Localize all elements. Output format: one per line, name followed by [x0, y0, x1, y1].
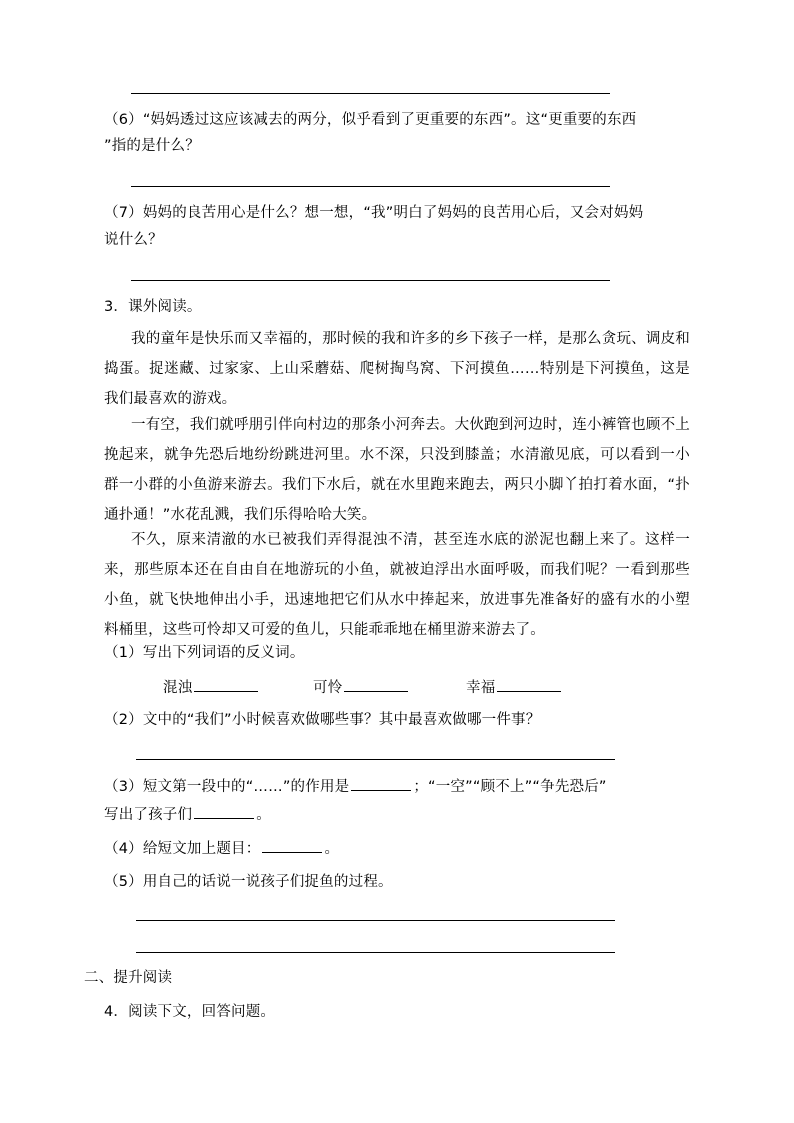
sub-question-4-end: 。 — [324, 841, 340, 857]
sub-question-5: （5）用自己的话说一说孩子们捉鱼的过程。 — [104, 874, 393, 890]
question-6-line1: （6）“妈妈透过这应该减去的两分，似乎看到了更重要的东西”。这“更重要的东西 — [104, 112, 637, 128]
sub-question-2: （2）文中的“我们”小时候喜欢做哪些事？其中最喜欢做哪一件事？ — [104, 712, 541, 728]
antonym-blank[interactable] — [344, 677, 408, 692]
antonym-item — [466, 677, 563, 698]
sub-question-3-end: 。 — [256, 807, 271, 823]
title-blank[interactable] — [262, 838, 322, 853]
reading-paragraph-3: 不久，原来清澈的水已被我们弄得混浊不清，甚至连水底的淤泥也翻上来了。这样一来，那些原本还在自由自在地游玩的小鱼，就被迫浮出水面呼吸，而我们呢？一看到那些小鱼，就飞快地伸出小手，迅速地把它们从水中捧起来，放进事先准备好的盛有水的小塑料桶里，这些可怜却又可爱的鱼儿，只能乖乖地在桶里游来游去了。 — [104, 532, 690, 638]
antonym-word: 幸福 — [466, 680, 496, 696]
reading-paragraph-1: 我的童年是快乐而又幸福的，那时候的我和许多的乡下孩子一样，是那么贪玩、调皮和捣蛋。捉迷藏、过家家、上山采蘑菇、爬树掏鸟窝、下河摸鱼……特别是下河摸鱼，这是我们最喜欢的游戏。 — [104, 331, 690, 407]
antonym-item — [313, 677, 410, 698]
answer-line — [136, 952, 615, 953]
antonym-word: 混浊 — [163, 680, 193, 696]
antonym-blank[interactable] — [194, 677, 258, 692]
answer-line — [131, 186, 610, 187]
sub-question-1: （1）写出下列词语的反义词。 — [104, 645, 305, 661]
sub-question-4-text: （4）给短文加上题目： — [104, 841, 261, 857]
section-two-heading: 二、提升阅读 — [84, 970, 173, 986]
answer-blank[interactable] — [194, 804, 254, 819]
reading-paragraph-2: 一有空，我们就呼朋引伴向村边的那条小河奔去。大伙跑到河边时，连小裤管也顾不上挽起来，就争先恐后地纷纷跳进河里。水不深，只没到膝盖；水清澈见底，可以看到一小群一小群的小鱼游来游去。我们下水后，就在水里跑来跑去，两只小脚丫拍打着水面，“扑通扑通！”水花乱溅，我们乐得哈哈大笑。 — [104, 417, 690, 523]
answer-line — [131, 280, 610, 281]
answer-line — [131, 93, 610, 94]
answer-line — [136, 759, 615, 760]
antonym-word: 可怜 — [313, 680, 343, 696]
question-6-line2: ”指的是什么？ — [104, 138, 200, 154]
sub-question-4 — [104, 838, 339, 859]
antonym-item — [163, 677, 260, 698]
antonym-blank[interactable] — [497, 677, 561, 692]
sub-question-3-line2 — [104, 804, 271, 825]
sub-question-3-text-a: （3）短文第一段中的“……”的作用是 — [104, 779, 350, 795]
answer-blank[interactable] — [351, 776, 411, 791]
sub-question-3-text-b: ；“一空”“顾不上”“争先恐后” — [413, 779, 607, 795]
answer-line — [136, 920, 615, 921]
question-4-heading: 4．阅读下文，回答问题。 — [104, 1004, 276, 1020]
sub-question-3-line1 — [104, 776, 607, 797]
question-7-line1: （7）妈妈的良苦用心是什么？想一想，“我”明白了妈妈的良苦用心后，又会对妈妈 — [104, 205, 644, 221]
sub-question-3-text-c: 写出了孩子们 — [104, 807, 193, 823]
question-7-line2: 说什么？ — [104, 232, 163, 248]
section-3-heading: 3．课外阅读。 — [104, 299, 202, 315]
